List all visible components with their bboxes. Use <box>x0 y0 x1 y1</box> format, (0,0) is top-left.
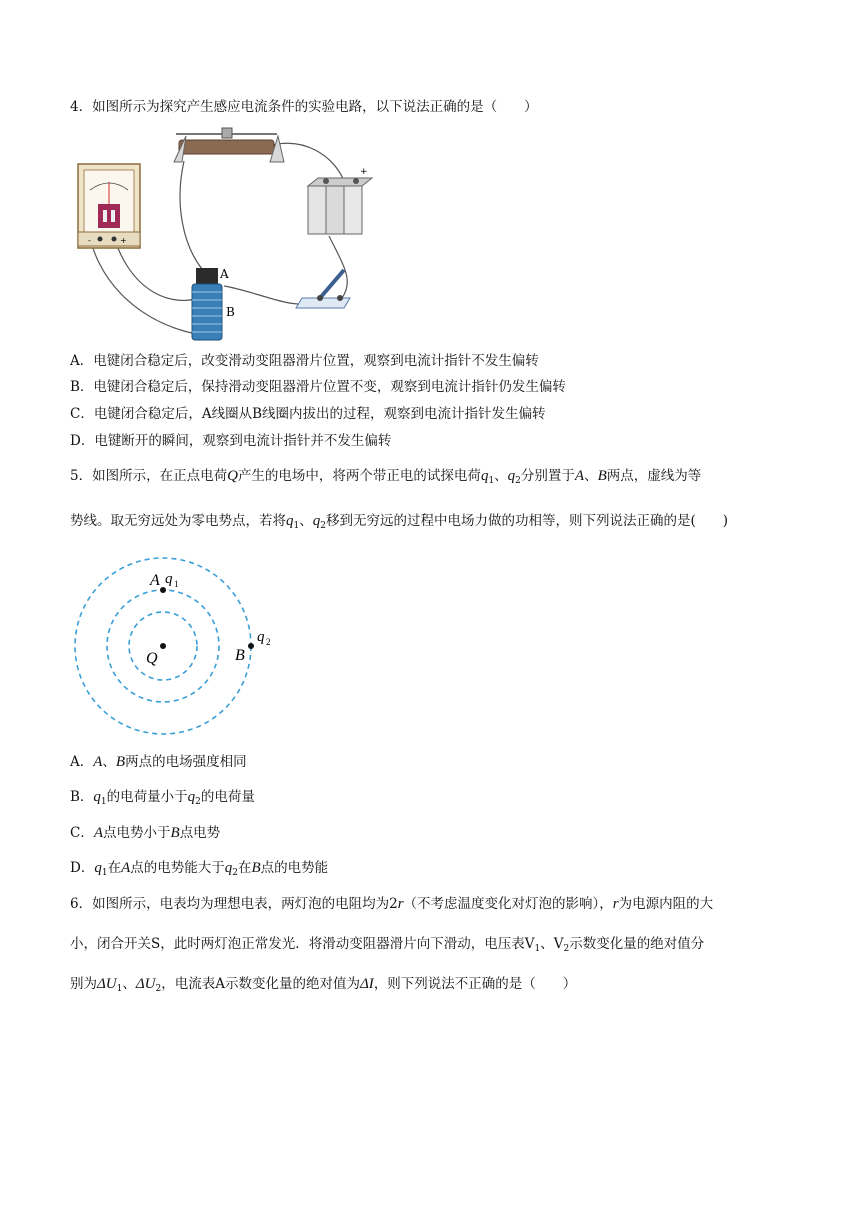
q5-option-c: C．A点电势小于B点电势 <box>70 825 221 841</box>
meter-plus-label: + <box>120 236 127 245</box>
switch-figure <box>296 270 350 308</box>
induction-circuit-figure <box>74 126 374 342</box>
point-b-label: B <box>235 647 245 664</box>
q5-option-d: D．$q_1$在A点的电势能大于$q_2$在B点的电势能 <box>70 860 329 878</box>
q2-label: q <box>257 629 265 645</box>
equipotential-figure <box>70 552 280 742</box>
q4-stem: 4．如图所示为探究产生感应电流条件的实验电路，以下说法正确的是（ ） <box>70 99 538 115</box>
q6-stem-line3: 别为$\Delta U_1$、$\Delta U_2$，电流表A示数变化量的绝对值为ΔI，则下列说法不正确的是（ ） <box>70 976 577 994</box>
battery-figure <box>308 178 372 234</box>
q6-stem-line1: 6．如图所示，电表均为理想电表，两灯泡的电阻均为2r（不考虑温度变化对灯泡的影响），r为电源内阻的大 <box>70 896 714 912</box>
q4-option-b: B．电键闭合稳定后，保持滑动变阻器滑片位置不变，观察到电流计指针仍发生偏转 <box>70 379 566 395</box>
coil-a-label: A <box>220 267 229 281</box>
q5-stem-line1: 5．如图所示，在正点电荷Q产生的电场中，将两个带正电的试探电荷$q_1$、$q_2$分别置于A、B两点，虚线为等 <box>70 468 702 486</box>
q5-option-a: A．A、B两点的电场强度相同 <box>70 754 247 770</box>
coil-b-label: B <box>226 305 235 319</box>
q2-subscript: 2 <box>266 637 271 647</box>
meter-minus-label: - <box>88 236 91 245</box>
q5-option-b: B．$q_1$的电荷量小于$q_2$的电荷量 <box>70 789 255 807</box>
battery-plus-label: + <box>360 167 368 177</box>
charge-q-label: Q <box>146 650 158 667</box>
q4-option-d: D．电键断开的瞬间，观察到电流计指针并不发生偏转 <box>70 433 392 449</box>
q5-stem-line2: 势线。取无穷远处为零电势点，若将$q_1$、$q_2$移到无穷远的过程中电场力做的功相等，则下列说法正确的是( ) <box>70 513 729 531</box>
point-a-label: A <box>150 572 160 589</box>
q4-option-a: A．电键闭合稳定后，改变滑动变阻器滑片位置，观察到电流计指针不发生偏转 <box>70 353 539 369</box>
q6-stem-line2: 小，闭合开关S，此时两灯泡正常发光．将滑动变阻器滑片向下滑动，电压表$V_1$、$V_2$示数变化量的绝对值分 <box>70 936 705 954</box>
coil-figure <box>192 268 222 340</box>
q1-subscript: 1 <box>174 579 179 589</box>
q1-label: q <box>165 571 173 587</box>
q4-option-c: C．电键闭合稳定后，A线圈从B线圈内拔出的过程，观察到电流计指针发生偏转 <box>70 406 546 422</box>
